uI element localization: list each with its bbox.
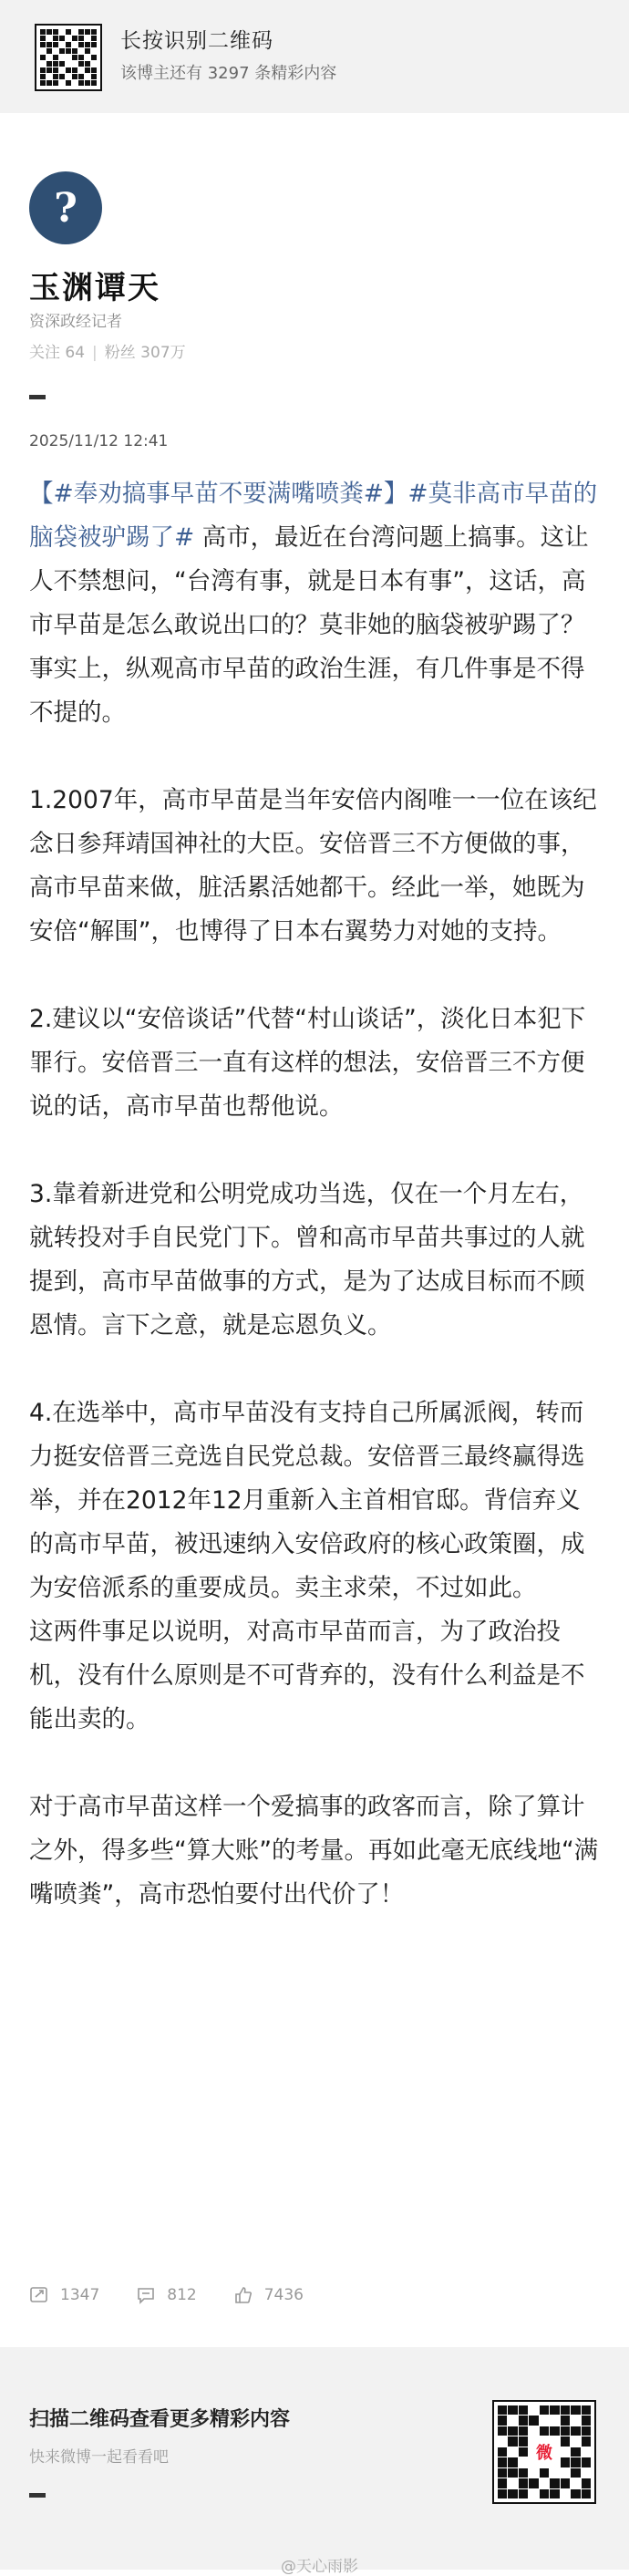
author-role: 资深政经记者 xyxy=(29,313,122,331)
following-count[interactable]: 关注 64 xyxy=(29,344,86,362)
banner-title: 长按识别二维码 xyxy=(120,29,273,53)
paragraph-summary: 这两件事足以说明，对高市早苗而言，为了政治投机，没有什么原则是不可背弃的，没有什么利益是不能出卖的。 xyxy=(29,1618,585,1733)
paragraph-intro xyxy=(29,472,602,735)
paragraph-gap xyxy=(29,1742,602,1785)
paragraph-gap xyxy=(29,1348,602,1391)
comment-count: 812 xyxy=(167,2286,197,2304)
paragraph-point-2: 2.建议以“安倍谈话”代替“村山谈话”，淡化日本犯下罪行。安倍晋三一直有这样的想法，安倍晋三不方便说的话，高市早苗也帮他说。 xyxy=(29,1005,586,1121)
comment-button[interactable] xyxy=(136,2285,196,2305)
repost-count: 1347 xyxy=(60,2286,100,2304)
paragraph-gap xyxy=(29,735,602,779)
watermark: @天心雨影 xyxy=(281,2558,358,2576)
repost-icon xyxy=(29,2285,49,2305)
divider xyxy=(29,2493,46,2498)
bottom-banner-title: 扫描二维码查看更多精彩内容 xyxy=(29,2408,291,2431)
followers-count[interactable]: 粉丝 307万 xyxy=(104,344,186,362)
weibo-logo-icon: 微 xyxy=(531,2439,557,2465)
paragraph-point-1: 1.2007年，高市早苗是当年安倍内阁唯一一位在该纪念日参拜靖国神社的大臣。安倍晋三不方便做的事，高市早苗来做，脏活累活她都干。经此一举，她既为安倍“解围”，也博得了日本右翼势力对她的支持。 xyxy=(29,786,597,946)
repost-button[interactable] xyxy=(29,2285,99,2305)
paragraph-point-4: 4.在选举中，高市早苗没有支持自己所属派阀，转而力挺安倍晋三竞选自民党总裁。安倍晋三最终赢得选举，并在2012年12月重新入主首相官邸。背信弃义的高市早苗，被迅速纳入安倍政府的核心政策圈，成为安倍派系的重要成员。卖主求荣，不过如此。 xyxy=(29,1399,585,1602)
author-stats xyxy=(29,339,186,362)
avatar[interactable] xyxy=(29,171,102,244)
comment-icon xyxy=(136,2285,156,2305)
qr-banner-bottom[interactable] xyxy=(0,2347,629,2576)
banner-subtitle: 该博主还有 3297 条精彩内容 xyxy=(120,64,337,83)
bottom-banner-subtitle: 快来微博一起看看吧 xyxy=(29,2448,169,2467)
post-body xyxy=(29,472,602,1917)
paragraph-text: 高市，最近在台湾问题上搞事。这让人不禁想问，“台湾有事，就是日本有事”，这话，高市早苗是怎么敢说出口的？莫非她的脑袋被驴踢了？事实上，纵观高市早苗的政治生涯，有几件事是不得不提的。 xyxy=(29,523,589,727)
like-count: 7436 xyxy=(263,2286,304,2304)
avatar-glyph: ? xyxy=(54,184,77,232)
thumbs-up-icon xyxy=(233,2285,253,2305)
paragraph-gap xyxy=(29,954,602,998)
divider xyxy=(29,395,46,399)
stats-divider: | xyxy=(92,344,98,362)
hashtag-link[interactable]: #莫非高市早苗的脑袋被驴踢了# xyxy=(29,480,598,552)
post-date: 2025/11/12 12:41 xyxy=(29,432,169,450)
paragraph-conclusion: 对于高市早苗这样一个爱搞事的政客而言，除了算计之外，得多些“算大账”的考量。再如此毫无底线地“满嘴喷粪”，高市恐怕要付出代价了！ xyxy=(29,1793,599,1909)
paragraph-point-3: 3.靠着新进党和公明党成功当选，仅在一个月左右，就转投对手自民党门下。曾和高市早苗共事过的人就提到，高市早苗做事的方式，是为了达成目标而不顾恩情。言下之意，就是忘恩负义。 xyxy=(29,1180,585,1340)
qr-banner-top[interactable] xyxy=(0,0,629,113)
author-name[interactable]: 玉渊谭天 xyxy=(29,270,160,306)
action-bar xyxy=(29,2285,340,2305)
paragraph-gap xyxy=(29,1129,602,1173)
like-button[interactable] xyxy=(233,2285,304,2305)
hashtag-link[interactable]: 【#奉劝搞事早苗不要满嘴喷粪#】 xyxy=(29,480,408,508)
qr-code-icon[interactable] xyxy=(35,24,102,91)
